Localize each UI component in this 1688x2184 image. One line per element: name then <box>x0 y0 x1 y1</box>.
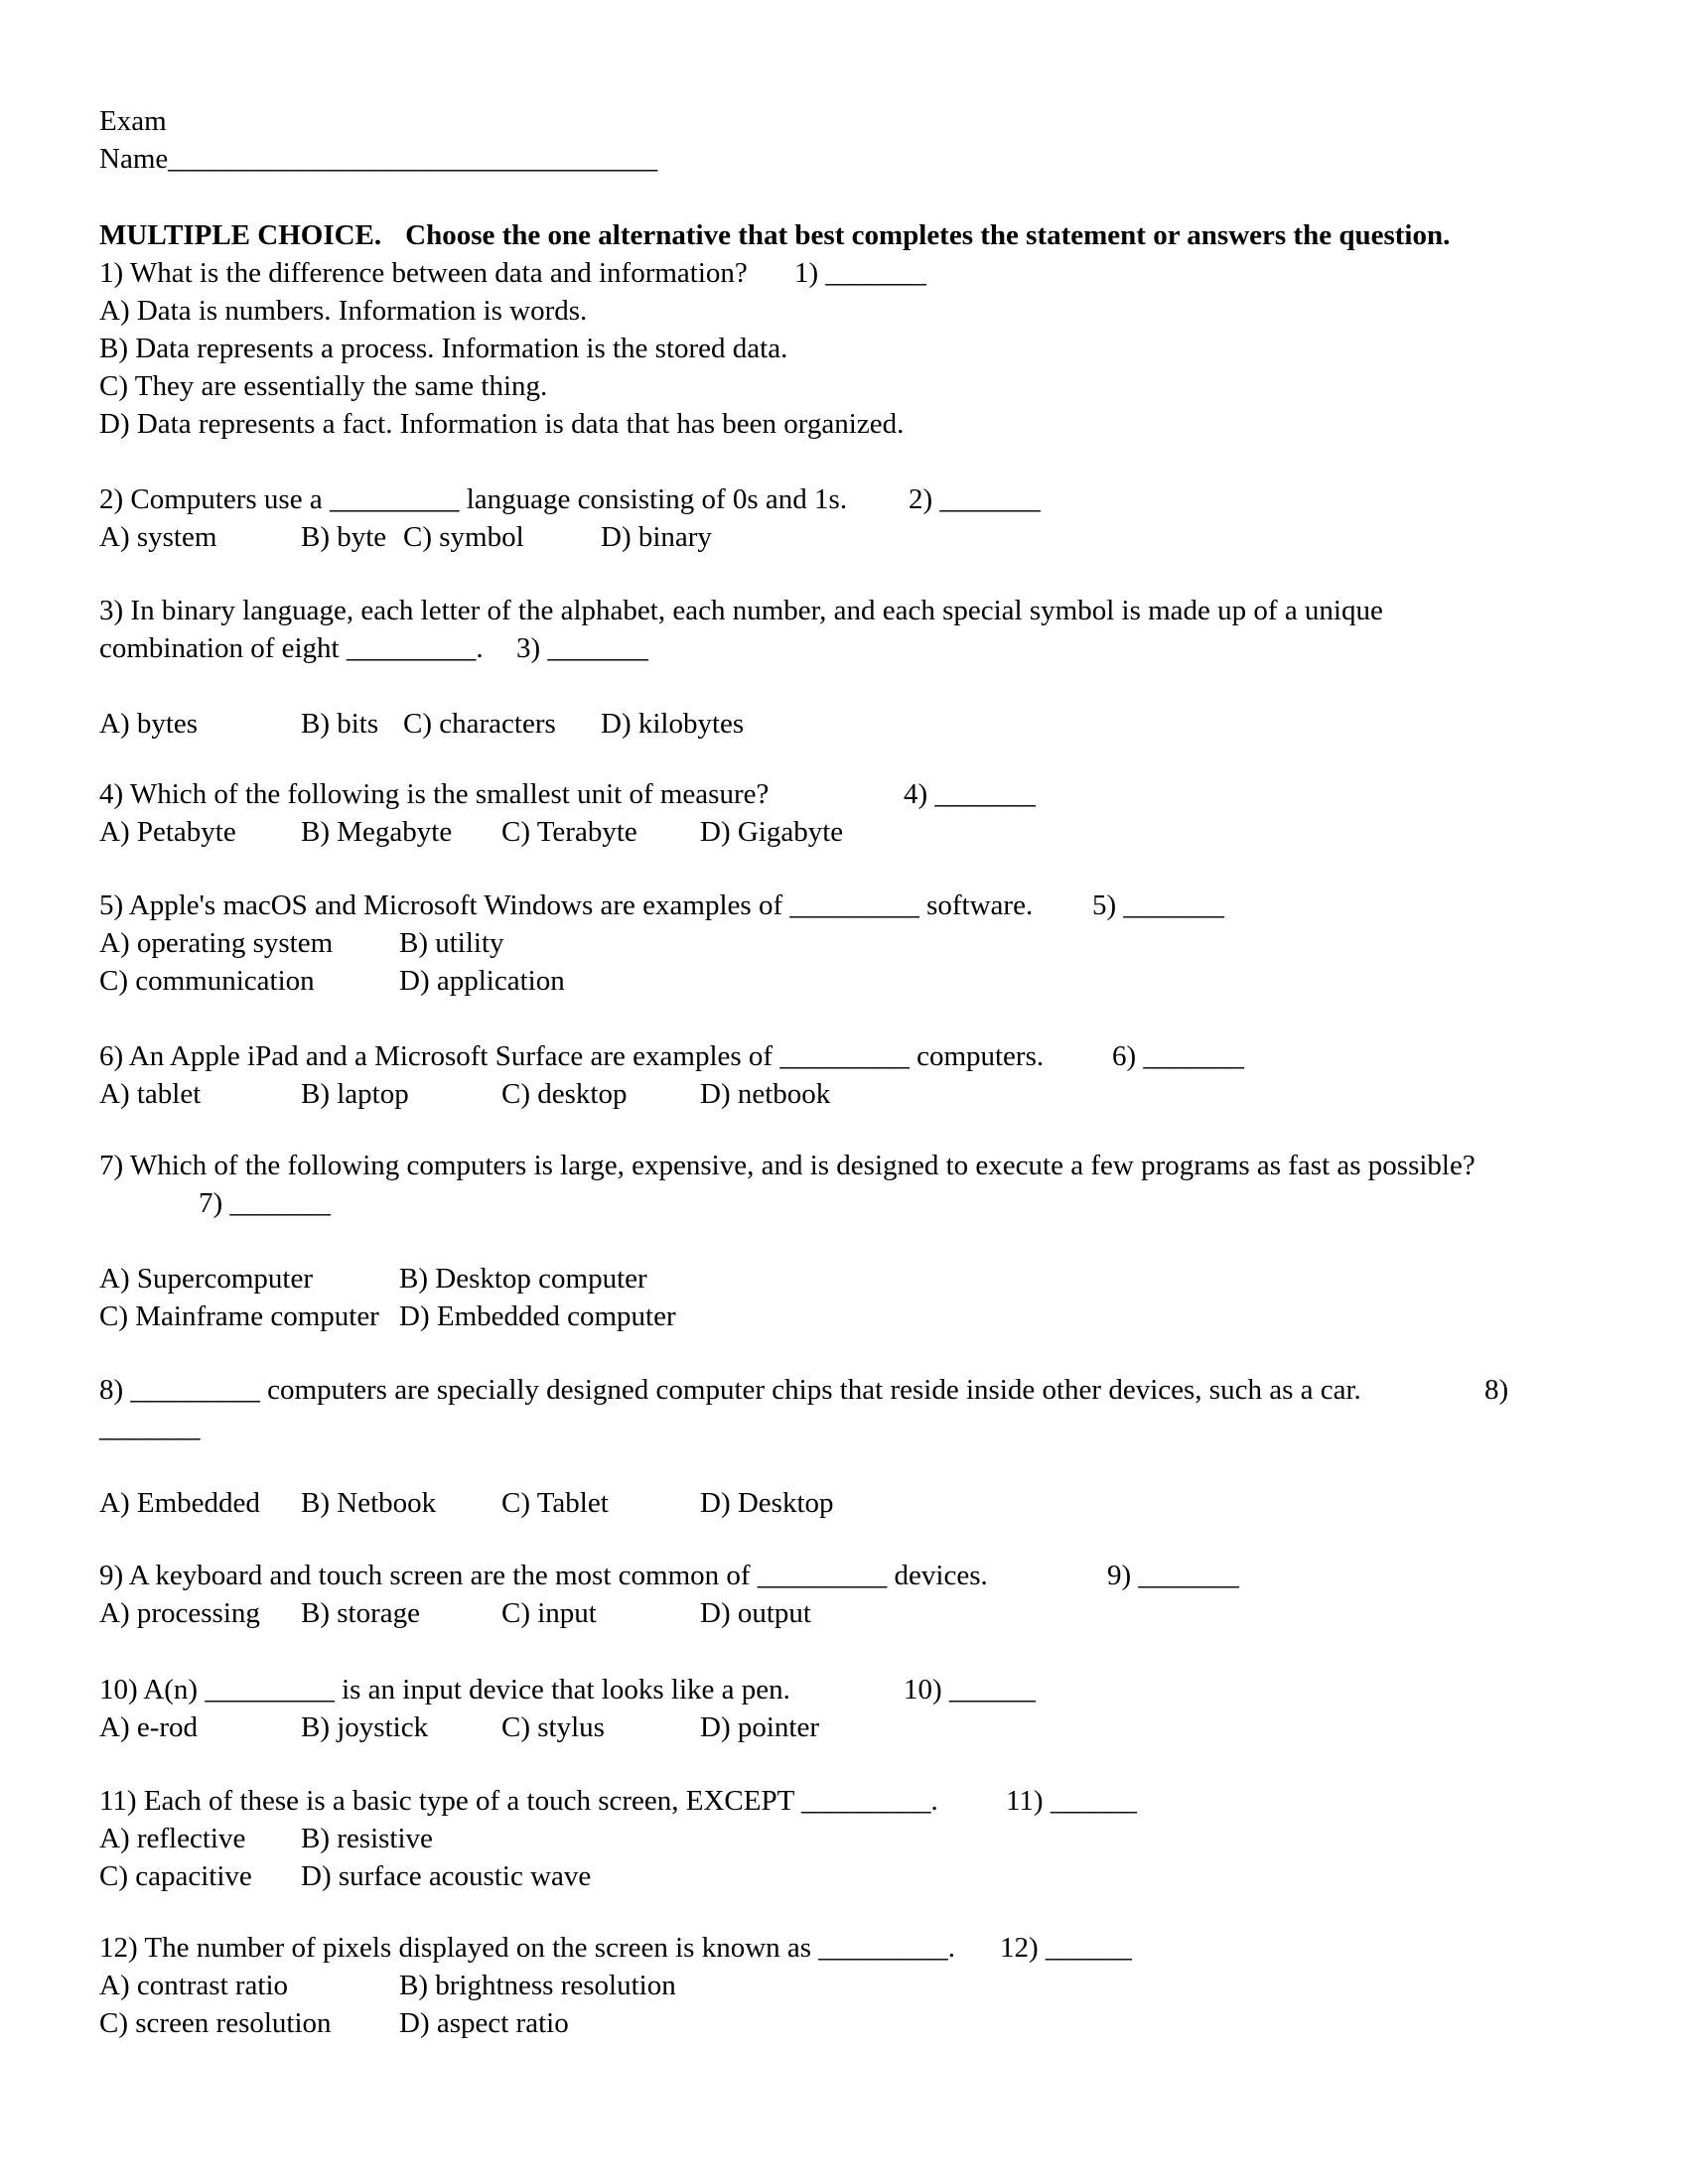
question-4-option-d: D) Gigabyte <box>700 816 844 848</box>
question-9-option-d: D) output <box>700 1597 811 1629</box>
question-10 <box>99 1671 1648 1746</box>
question-9-option-c: C) input <box>501 1597 597 1629</box>
question-2-options <box>99 518 1648 556</box>
question-10-stem-line <box>99 1671 1648 1708</box>
question-8-option-a: A) Embedded <box>99 1487 260 1519</box>
question-7-option-d: D) Embedded computer <box>399 1300 676 1332</box>
question-1-option-b: B) Data represents a process. Information is the stored data. <box>99 333 788 364</box>
question-3-answer-blank: 3) _______ <box>516 632 648 664</box>
question-10-option-c: C) stylus <box>501 1711 605 1743</box>
question-11-option-c: C) capacitive <box>99 1860 252 1892</box>
question-12-stem: 12) The number of pixels displayed on the screen is known as _________. <box>99 1932 956 1964</box>
question-4-option-b: B) Megabyte <box>301 816 453 848</box>
name-line <box>99 140 1648 178</box>
exam-label: Exam <box>99 105 167 137</box>
instructions <box>99 216 1648 254</box>
question-4 <box>99 775 1648 851</box>
question-9-option-a: A) processing <box>99 1597 260 1629</box>
question-9-option-b: B) storage <box>301 1597 420 1629</box>
exam-header <box>99 102 1648 178</box>
section-instructions-text: Choose the one alternative that best completes the statement or answers the question. <box>405 219 1451 251</box>
question-5-option-d: D) application <box>399 965 565 997</box>
question-12-option-a: A) contrast ratio <box>99 1970 289 2001</box>
question-9-answer-blank: 9) _______ <box>1107 1560 1239 1591</box>
section-heading: MULTIPLE CHOICE. <box>99 219 382 251</box>
question-4-option-c: C) Terabyte <box>501 816 637 848</box>
question-12-option-c: C) screen resolution <box>99 2007 332 2039</box>
question-7-option-a: A) Supercomputer <box>99 1263 314 1295</box>
question-10-option-d: D) pointer <box>700 1711 819 1743</box>
question-5-option-a: A) operating system <box>99 927 334 959</box>
question-6-options <box>99 1075 1648 1113</box>
question-11-stem: 11) Each of these is a basic type of a touch screen, EXCEPT _________. <box>99 1785 938 1817</box>
question-7-stem-line: 7) Which of the following computers is large, expensive, and is designed to execute a few programs as fast as possible? <box>99 1150 1476 1181</box>
question-1-answer-blank: 1) _______ <box>794 257 926 289</box>
question-1 <box>99 254 1648 443</box>
question-11-options-row2 <box>99 1857 1648 1895</box>
question-10-stem: 10) A(n) _________ is an input device that looks like a pen. <box>99 1674 790 1706</box>
question-3-stem-line1: 3) In binary language, each letter of the alphabet, each number, and each special symbol is made up of a unique <box>99 595 1383 626</box>
question-8-option-d: D) Desktop <box>700 1487 834 1519</box>
question-5-option-c: C) communication <box>99 965 315 997</box>
question-2-stem: 2) Computers use a _________ language consisting of 0s and 1s. <box>99 483 848 515</box>
question-2-option-a: A) system <box>99 521 217 553</box>
question-5-stem-line <box>99 887 1648 924</box>
question-7 <box>99 1147 1648 1335</box>
question-12-answer-blank: 12) ______ <box>1000 1932 1132 1964</box>
question-8-stem: 8) _________ computers are specially designed computer chips that reside inside other devices, such as a car. <box>99 1374 1361 1406</box>
question-3-stem2: combination of eight _________. <box>99 632 484 664</box>
question-3-option-b: B) bits <box>301 708 379 740</box>
question-4-answer-blank: 4) _______ <box>904 778 1036 810</box>
question-9-options <box>99 1594 1648 1632</box>
question-10-option-b: B) joystick <box>301 1711 429 1743</box>
question-11-option-d: D) surface acoustic wave <box>301 1860 592 1892</box>
question-6-option-d: D) netbook <box>700 1078 831 1110</box>
question-11-option-b: B) resistive <box>301 1823 433 1854</box>
question-9-stem: 9) A keyboard and touch screen are the most common of _________ devices. <box>99 1560 988 1591</box>
question-7-options-row2 <box>99 1297 1648 1335</box>
name-label: Name <box>99 143 169 175</box>
question-11-stem-line <box>99 1782 1648 1820</box>
question-8-option-c: C) Tablet <box>501 1487 609 1519</box>
name-blank-line: __________________________________ <box>168 143 658 175</box>
question-12-option-b: B) brightness resolution <box>399 1970 676 2001</box>
question-7-answer-blank: 7) _______ <box>199 1187 331 1219</box>
question-11-answer-blank: 11) ______ <box>1006 1785 1137 1817</box>
question-1-stem: 1) What is the difference between data and information? <box>99 257 748 289</box>
question-5-answer-blank: 5) _______ <box>1092 889 1224 921</box>
question-8-stem-line <box>99 1371 1648 1409</box>
question-7-option-c: C) Mainframe computer <box>99 1300 379 1332</box>
question-8-option-b: B) Netbook <box>301 1487 437 1519</box>
question-12-options-row1 <box>99 1967 1648 2004</box>
question-6-option-a: A) tablet <box>99 1078 202 1110</box>
question-7-options-row1 <box>99 1260 1648 1297</box>
question-3-stem-line2 <box>99 629 1648 667</box>
question-5-stem: 5) Apple's macOS and Microsoft Windows are examples of _________ software. <box>99 889 1034 921</box>
question-10-answer-blank: 10) ______ <box>904 1674 1036 1706</box>
question-4-stem: 4) Which of the following is the smallest unit of measure? <box>99 778 770 810</box>
question-5-options-row1 <box>99 924 1648 962</box>
question-2-option-b: B) byte <box>301 521 387 553</box>
question-6-stem: 6) An Apple iPad and a Microsoft Surface are examples of _________ computers. <box>99 1040 1045 1072</box>
question-8-answer-blank: _______ <box>99 1412 201 1443</box>
question-2-answer-blank: 2) _______ <box>909 483 1041 515</box>
question-2-stem-line <box>99 480 1648 518</box>
question-12 <box>99 1929 1648 2042</box>
question-4-options <box>99 813 1648 851</box>
question-2-option-c: C) symbol <box>403 521 524 553</box>
question-6-stem-line <box>99 1037 1648 1075</box>
question-10-options <box>99 1708 1648 1746</box>
question-6-answer-blank: 6) _______ <box>1112 1040 1244 1072</box>
question-3 <box>99 592 1648 743</box>
question-7-option-b: B) Desktop computer <box>399 1263 647 1295</box>
question-3-option-d: D) kilobytes <box>601 708 745 740</box>
question-4-stem-line <box>99 775 1648 813</box>
question-9 <box>99 1557 1648 1632</box>
question-10-option-a: A) e-rod <box>99 1711 199 1743</box>
question-5 <box>99 887 1648 1000</box>
question-1-option-d: D) Data represents a fact. Information is data that has been organized. <box>99 408 905 440</box>
question-12-options-row2 <box>99 2004 1648 2042</box>
question-4-option-a: A) Petabyte <box>99 816 236 848</box>
question-1-option-c: C) They are essentially the same thing. <box>99 370 548 402</box>
question-8-answer-number: 8) <box>1484 1374 1509 1406</box>
question-6-option-b: B) laptop <box>301 1078 409 1110</box>
question-12-stem-line <box>99 1929 1648 1967</box>
question-1-option-a: A) Data is numbers. Information is words. <box>99 295 588 327</box>
question-6 <box>99 1037 1648 1113</box>
question-12-option-d: D) aspect ratio <box>399 2007 569 2039</box>
question-8 <box>99 1371 1648 1522</box>
question-11-options-row1 <box>99 1820 1648 1857</box>
question-3-options <box>99 705 1648 743</box>
question-3-option-c: C) characters <box>403 708 556 740</box>
question-2 <box>99 480 1648 556</box>
question-2-option-d: D) binary <box>601 521 712 553</box>
question-9-stem-line <box>99 1557 1648 1594</box>
question-5-option-b: B) utility <box>399 927 504 959</box>
question-8-options <box>99 1484 1648 1522</box>
question-1-stem-line <box>99 254 1648 292</box>
question-5-options-row2 <box>99 962 1648 1000</box>
question-11 <box>99 1782 1648 1895</box>
question-11-option-a: A) reflective <box>99 1823 246 1854</box>
question-3-option-a: A) bytes <box>99 708 199 740</box>
question-6-option-c: C) desktop <box>501 1078 628 1110</box>
